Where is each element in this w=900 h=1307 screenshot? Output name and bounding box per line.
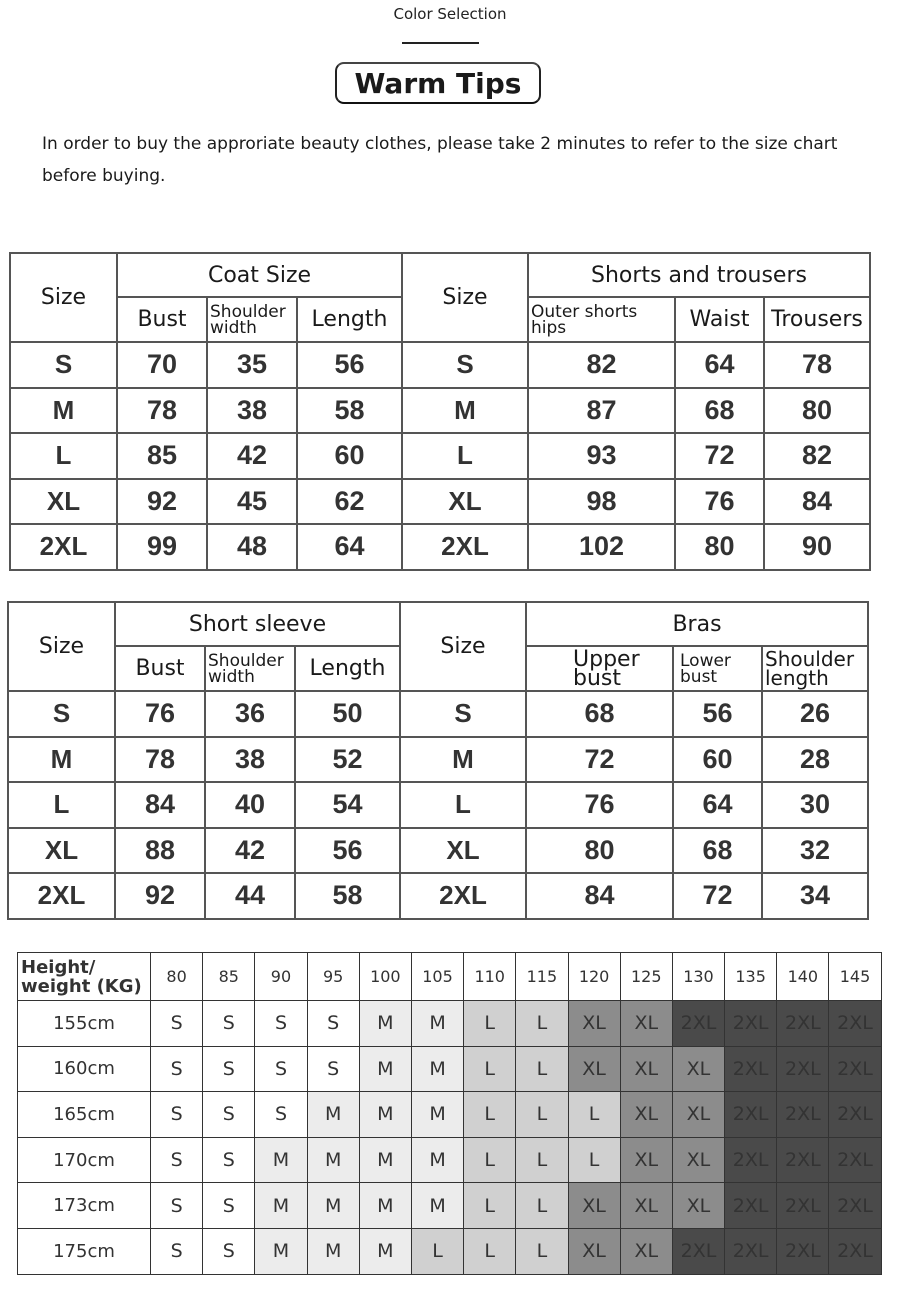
size-recommendation-cell: 2XL	[777, 1137, 829, 1183]
table-row	[8, 828, 868, 874]
weight-header-cell: 110	[464, 953, 516, 1001]
weight-header-cell: 95	[307, 953, 359, 1001]
size-recommendation-cell: 2XL	[829, 1092, 881, 1138]
measurement-cell: 68	[675, 388, 764, 434]
size-recommendation-cell: 2XL	[672, 1001, 724, 1047]
weight-header-cell: 90	[255, 953, 307, 1001]
size-recommendation-cell: M	[359, 1137, 411, 1183]
size-recommendation-cell: L	[568, 1137, 620, 1183]
measurement-cell: 64	[675, 342, 764, 388]
height-cell: 165cm	[18, 1092, 151, 1138]
shoulder-length-header: Shoulder length	[762, 646, 868, 691]
size-recommendation-cell: L	[464, 1183, 516, 1229]
measurement-cell: 68	[673, 828, 762, 874]
size-recommendation-cell: S	[203, 1092, 255, 1138]
measurement-cell: 56	[673, 691, 762, 737]
measurement-cell: 84	[115, 782, 205, 828]
measurement-cell: 64	[673, 782, 762, 828]
size-recommendation-cell: S	[255, 1001, 307, 1047]
measurement-cell: 92	[115, 873, 205, 919]
short-sleeve-header: Short sleeve	[115, 602, 400, 646]
measurement-cell: 48	[207, 524, 297, 570]
size-recommendation-cell: XL	[620, 1137, 672, 1183]
table-row	[18, 1092, 882, 1138]
height-cell: 160cm	[18, 1046, 151, 1092]
size-recommendation-cell: M	[359, 1092, 411, 1138]
size-recommendation-cell: M	[359, 1228, 411, 1274]
height-cell: 155cm	[18, 1001, 151, 1047]
size-recommendation-cell: M	[359, 1046, 411, 1092]
size-recommendation-cell: S	[203, 1046, 255, 1092]
measurement-cell: 80	[764, 388, 870, 434]
measurement-cell: 78	[117, 388, 207, 434]
warm-tips-title: Warm Tips	[335, 62, 541, 104]
color-selection-label: Color Selection	[393, 5, 507, 23]
size-recommendation-cell: M	[255, 1183, 307, 1229]
measurement-cell: 82	[528, 342, 675, 388]
size-header: Size	[400, 602, 526, 691]
measurement-cell: 42	[205, 828, 295, 874]
measurement-cell: 30	[762, 782, 868, 828]
size-recommendation-cell: S	[255, 1046, 307, 1092]
size-cell: 2XL	[402, 524, 528, 570]
measurement-cell: 34	[762, 873, 868, 919]
size-recommendation-cell: S	[151, 1092, 203, 1138]
height-cell: 175cm	[18, 1228, 151, 1274]
coat-size-header: Coat Size	[117, 253, 402, 297]
size-cell: L	[8, 782, 115, 828]
size-recommendation-cell: M	[359, 1001, 411, 1047]
weight-header-cell: 120	[568, 953, 620, 1001]
size-recommendation-cell: XL	[620, 1001, 672, 1047]
measurement-cell: 72	[526, 737, 673, 783]
measurement-cell: 72	[675, 433, 764, 479]
measurement-cell: 60	[673, 737, 762, 783]
size-recommendation-cell: XL	[672, 1137, 724, 1183]
intro-text: In order to buy the approriate beauty clothes, please take 2 minutes to refer to the size chart before buying.	[42, 134, 838, 186]
size-recommendation-cell: S	[203, 1001, 255, 1047]
size-recommendation-cell: S	[255, 1092, 307, 1138]
size-recommendation-cell: M	[359, 1183, 411, 1229]
size-cell: L	[400, 782, 526, 828]
size-cell: M	[10, 388, 117, 434]
measurement-cell: 80	[526, 828, 673, 874]
size-recommendation-cell: L	[516, 1228, 568, 1274]
size-recommendation-cell: 2XL	[725, 1183, 777, 1229]
table-row	[18, 1183, 882, 1229]
size-recommendation-cell: M	[411, 1092, 463, 1138]
measurement-cell: 64	[297, 524, 402, 570]
size-cell: S	[10, 342, 117, 388]
weight-header-cell: 105	[411, 953, 463, 1001]
measurement-cell: 82	[764, 433, 870, 479]
size-recommendation-cell: 2XL	[829, 1137, 881, 1183]
measurement-cell: 87	[528, 388, 675, 434]
size-recommendation-cell: L	[464, 1137, 516, 1183]
size-cell: M	[8, 737, 115, 783]
measurement-cell: 68	[526, 691, 673, 737]
lower-bust-header: Lower bust	[673, 646, 762, 691]
size-recommendation-cell: XL	[672, 1092, 724, 1138]
measurement-cell: 78	[764, 342, 870, 388]
size-recommendation-cell: 2XL	[725, 1092, 777, 1138]
measurement-cell: 58	[295, 873, 400, 919]
table-row	[18, 1046, 882, 1092]
size-recommendation-cell: XL	[672, 1046, 724, 1092]
height-weight-corner-label: Height/ weight (KG)	[18, 953, 151, 1001]
measurement-cell: 70	[117, 342, 207, 388]
size-recommendation-cell: M	[411, 1001, 463, 1047]
size-recommendation-cell: S	[151, 1001, 203, 1047]
weight-header-cell: 100	[359, 953, 411, 1001]
table-row	[8, 873, 868, 919]
weight-header-cell: 140	[777, 953, 829, 1001]
measurement-cell: 76	[526, 782, 673, 828]
size-recommendation-cell: M	[411, 1183, 463, 1229]
size-recommendation-cell: XL	[672, 1183, 724, 1229]
length-header: Length	[295, 646, 400, 691]
measurement-cell: 42	[207, 433, 297, 479]
bust-header: Bust	[117, 297, 207, 342]
size-recommendation-cell: S	[203, 1183, 255, 1229]
table-row	[10, 524, 870, 570]
size-recommendation-cell: 2XL	[725, 1228, 777, 1274]
size-recommendation-cell: 2XL	[829, 1001, 881, 1047]
size-recommendation-cell: XL	[620, 1046, 672, 1092]
size-recommendation-cell: 2XL	[829, 1183, 881, 1229]
size-recommendation-cell: L	[516, 1046, 568, 1092]
size-recommendation-cell: M	[255, 1137, 307, 1183]
size-recommendation-cell: XL	[620, 1183, 672, 1229]
table-row	[10, 479, 870, 525]
size-recommendation-cell: XL	[620, 1228, 672, 1274]
waist-header: Waist	[675, 297, 764, 342]
size-recommendation-cell: L	[568, 1092, 620, 1138]
size-recommendation-cell: 2XL	[672, 1228, 724, 1274]
size-recommendation-cell: L	[411, 1228, 463, 1274]
size-cell: 2XL	[10, 524, 117, 570]
size-cell: L	[402, 433, 528, 479]
size-recommendation-cell: XL	[620, 1092, 672, 1138]
size-header: Size	[402, 253, 528, 342]
measurement-cell: 56	[295, 828, 400, 874]
measurement-cell: 26	[762, 691, 868, 737]
size-recommendation-cell: XL	[568, 1183, 620, 1229]
size-recommendation-cell: L	[516, 1137, 568, 1183]
measurement-cell: 90	[764, 524, 870, 570]
size-cell: L	[10, 433, 117, 479]
measurement-cell: 60	[297, 433, 402, 479]
measurement-cell: 45	[207, 479, 297, 525]
weight-header-cell: 85	[203, 953, 255, 1001]
size-cell: M	[400, 737, 526, 783]
size-recommendation-cell: M	[411, 1046, 463, 1092]
table-row	[10, 342, 870, 388]
size-recommendation-cell: M	[307, 1228, 359, 1274]
measurement-cell: 76	[675, 479, 764, 525]
measurement-cell: 62	[297, 479, 402, 525]
measurement-cell: 28	[762, 737, 868, 783]
measurement-cell: 93	[528, 433, 675, 479]
measurement-cell: 35	[207, 342, 297, 388]
size-recommendation-cell: 2XL	[725, 1046, 777, 1092]
size-recommendation-cell: 2XL	[725, 1001, 777, 1047]
bust-header: Bust	[115, 646, 205, 691]
size-recommendation-cell: 2XL	[777, 1183, 829, 1229]
measurement-cell: 99	[117, 524, 207, 570]
shorts-trousers-header: Shorts and trousers	[528, 253, 870, 297]
size-cell: S	[8, 691, 115, 737]
measurement-cell: 38	[207, 388, 297, 434]
measurement-cell: 76	[115, 691, 205, 737]
size-recommendation-cell: L	[464, 1092, 516, 1138]
size-header: Size	[8, 602, 115, 691]
size-cell: S	[400, 691, 526, 737]
size-recommendation-cell: S	[307, 1001, 359, 1047]
size-recommendation-cell: 2XL	[777, 1228, 829, 1274]
table-row	[18, 1001, 882, 1047]
size-recommendation-cell: XL	[568, 1228, 620, 1274]
measurement-cell: 32	[762, 828, 868, 874]
size-recommendation-cell: S	[203, 1228, 255, 1274]
size-recommendation-cell: S	[151, 1183, 203, 1229]
measurement-cell: 58	[297, 388, 402, 434]
size-cell: XL	[400, 828, 526, 874]
size-cell: XL	[8, 828, 115, 874]
measurement-cell: 56	[297, 342, 402, 388]
measurement-cell: 84	[764, 479, 870, 525]
measurement-cell: 50	[295, 691, 400, 737]
weight-header-cell: 135	[725, 953, 777, 1001]
height-weight-size-chart	[17, 952, 882, 1275]
measurement-cell: 54	[295, 782, 400, 828]
header-divider	[402, 42, 479, 44]
measurement-cell: 84	[526, 873, 673, 919]
measurement-cell: 92	[117, 479, 207, 525]
size-recommendation-cell: L	[516, 1183, 568, 1229]
height-cell: 173cm	[18, 1183, 151, 1229]
height-cell: 170cm	[18, 1137, 151, 1183]
measurement-cell: 88	[115, 828, 205, 874]
size-recommendation-cell: 2XL	[777, 1046, 829, 1092]
weight-header-cell: 145	[829, 953, 881, 1001]
measurement-cell: 80	[675, 524, 764, 570]
upper-bust-header: Upper bust	[526, 646, 673, 691]
size-cell: XL	[402, 479, 528, 525]
measurement-cell: 44	[205, 873, 295, 919]
size-recommendation-cell: L	[464, 1001, 516, 1047]
size-recommendation-cell: 2XL	[829, 1228, 881, 1274]
size-cell: XL	[10, 479, 117, 525]
size-cell: S	[402, 342, 528, 388]
size-recommendation-cell: S	[307, 1046, 359, 1092]
size-recommendation-cell: S	[151, 1137, 203, 1183]
size-recommendation-cell: M	[307, 1092, 359, 1138]
outer-shorts-hips-header: Outer shorts hips	[528, 297, 675, 342]
size-recommendation-cell: 2XL	[829, 1046, 881, 1092]
size-recommendation-cell: M	[255, 1228, 307, 1274]
table-row	[10, 388, 870, 434]
size-recommendation-cell: M	[411, 1137, 463, 1183]
size-recommendation-cell: S	[151, 1046, 203, 1092]
measurement-cell: 38	[205, 737, 295, 783]
size-recommendation-cell: 2XL	[777, 1001, 829, 1047]
size-recommendation-cell: S	[151, 1228, 203, 1274]
size-cell: M	[402, 388, 528, 434]
size-recommendation-cell: XL	[568, 1001, 620, 1047]
short-sleeve-bras-size-table	[7, 601, 869, 920]
trousers-header: Trousers	[764, 297, 870, 342]
table-row	[18, 1137, 882, 1183]
measurement-cell: 102	[528, 524, 675, 570]
size-recommendation-cell: 2XL	[725, 1137, 777, 1183]
measurement-cell: 36	[205, 691, 295, 737]
size-recommendation-cell: L	[516, 1001, 568, 1047]
table-row	[8, 737, 868, 783]
size-recommendation-cell: L	[464, 1228, 516, 1274]
shoulder-width-header: Shoulder width	[207, 297, 297, 342]
size-recommendation-cell: 2XL	[777, 1092, 829, 1138]
measurement-cell: 98	[528, 479, 675, 525]
size-cell: 2XL	[400, 873, 526, 919]
measurement-cell: 72	[673, 873, 762, 919]
table-row	[8, 782, 868, 828]
measurement-cell: 85	[117, 433, 207, 479]
size-recommendation-cell: L	[464, 1046, 516, 1092]
size-recommendation-cell: M	[307, 1137, 359, 1183]
table-row	[8, 691, 868, 737]
size-header: Size	[10, 253, 117, 342]
table-row	[18, 1228, 882, 1274]
length-header: Length	[297, 297, 402, 342]
size-recommendation-cell: L	[516, 1092, 568, 1138]
bras-header: Bras	[526, 602, 868, 646]
measurement-cell: 40	[205, 782, 295, 828]
measurement-cell: 78	[115, 737, 205, 783]
weight-header-cell: 115	[516, 953, 568, 1001]
size-recommendation-cell: S	[203, 1137, 255, 1183]
shoulder-width-header: Shoulder width	[205, 646, 295, 691]
weight-header-cell: 125	[620, 953, 672, 1001]
size-recommendation-cell: M	[307, 1183, 359, 1229]
table-row	[10, 433, 870, 479]
weight-header-cell: 130	[672, 953, 724, 1001]
weight-header-cell: 80	[151, 953, 203, 1001]
size-recommendation-cell: XL	[568, 1046, 620, 1092]
coat-shorts-size-table	[9, 252, 871, 571]
size-cell: 2XL	[8, 873, 115, 919]
measurement-cell: 52	[295, 737, 400, 783]
